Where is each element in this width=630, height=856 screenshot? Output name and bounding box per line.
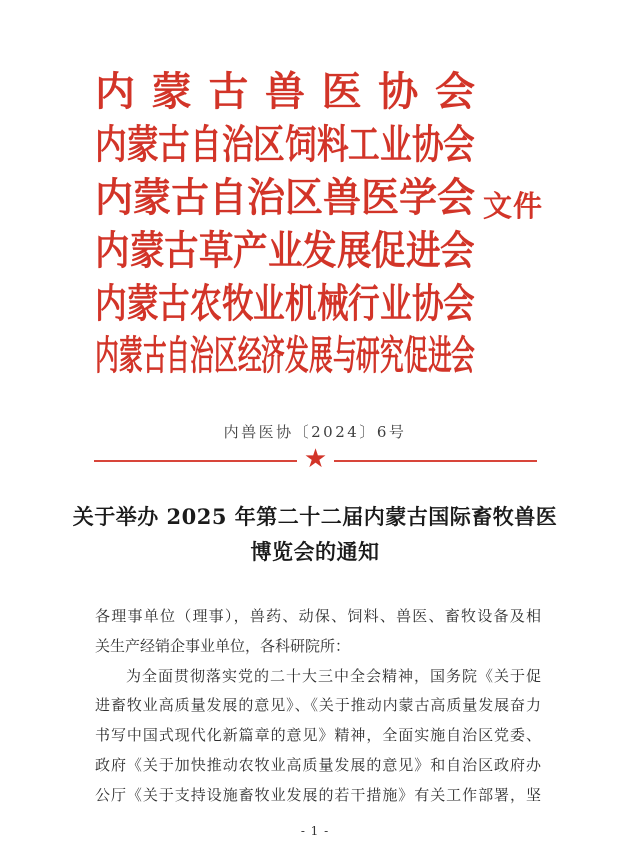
org-line-char: 产 xyxy=(233,226,268,274)
letterhead-org-line xyxy=(95,277,475,330)
org-line-char: 治 xyxy=(190,332,214,380)
org-line-char: 古 xyxy=(158,121,190,169)
org-line-char: 业 xyxy=(379,121,412,169)
org-line-char: 兽 xyxy=(264,68,305,116)
letterhead-divider xyxy=(94,444,537,474)
org-line-char: 会 xyxy=(437,173,475,221)
letterhead-org-line xyxy=(95,330,475,383)
letterhead xyxy=(95,66,475,383)
org-line-char: 械 xyxy=(316,279,349,327)
org-line-char: 治 xyxy=(221,121,254,169)
org-line-char: 发 xyxy=(285,332,309,380)
letterhead-org-line xyxy=(95,224,475,277)
org-line-char: 内 xyxy=(95,332,119,380)
org-line-char: 促 xyxy=(403,332,428,380)
org-line-char: 经 xyxy=(237,332,262,380)
document-title xyxy=(0,499,630,569)
body-line: 公厅《关于支持设施畜牧业发展的若干措施》有关工作部署，坚 xyxy=(95,785,541,804)
org-line-char: 古 xyxy=(142,332,167,380)
body-line: 书写中国式现代化新篇章的意见》精神，全面实施自治区党委、 xyxy=(95,726,541,745)
org-line-char: 农 xyxy=(189,279,222,327)
org-line-char: 进 xyxy=(427,332,452,380)
org-line-char: 内 xyxy=(95,68,135,116)
org-line-char: 会 xyxy=(440,226,476,274)
org-line-char: 区 xyxy=(253,121,285,169)
org-line-char: 发 xyxy=(302,226,337,274)
divider-line-left xyxy=(94,460,297,462)
org-line-char: 会 xyxy=(443,279,475,327)
letterhead-org-line xyxy=(95,66,475,119)
letterhead-org-line xyxy=(95,119,475,172)
org-line-char: 会 xyxy=(451,332,476,380)
body-text xyxy=(95,602,541,811)
org-line-char: 蒙 xyxy=(129,226,165,274)
org-line-char: 自 xyxy=(209,173,247,221)
body-line: 进畜牧业高质量发展的意见》、《关于推动内蒙古高质量发展奋力 xyxy=(95,696,541,715)
org-line-char: 古 xyxy=(171,173,209,221)
org-line-char: 内 xyxy=(95,279,127,327)
body-line: 为全面贯彻落实党的二十大三中全会精神，国务院《关于促 xyxy=(126,666,541,685)
document-number: 内兽医协〔2024〕6号 xyxy=(223,423,407,441)
org-line-char: 医 xyxy=(361,173,399,221)
org-line-char: 促 xyxy=(371,226,406,274)
org-line-char: 协 xyxy=(378,68,419,116)
org-line-char: 内 xyxy=(95,173,133,221)
org-line-char: 究 xyxy=(380,332,404,380)
org-line-char: 工 xyxy=(348,121,380,169)
org-line-char: 进 xyxy=(405,226,441,274)
org-line-char: 区 xyxy=(285,173,323,221)
org-line-char: 济 xyxy=(261,332,286,380)
org-line-char: 蒙 xyxy=(151,68,192,116)
star-icon: ★ xyxy=(303,444,328,474)
org-line-char: 展 xyxy=(308,332,333,380)
org-line-char: 与 xyxy=(332,332,357,380)
org-line-char: 内 xyxy=(95,226,130,274)
org-line-char: 蒙 xyxy=(126,121,159,169)
document-title-line-1: 关于举办 2025 年第二十二届内蒙古国际畜牧兽医 xyxy=(72,504,558,529)
org-line-char: 蒙 xyxy=(118,332,143,380)
org-line-char: 古 xyxy=(158,279,190,327)
org-line-char: 草 xyxy=(198,226,234,274)
org-line-char: 会 xyxy=(443,121,475,169)
org-line-char: 古 xyxy=(208,68,249,116)
document-title-line-2: 博览会的通知 xyxy=(250,539,380,564)
org-line-char: 古 xyxy=(164,226,199,274)
org-line-char: 业 xyxy=(267,226,303,274)
org-line-char: 蒙 xyxy=(126,279,159,327)
org-line-char: 饲 xyxy=(284,121,317,169)
body-line: 各理事单位（理事），兽药、动保、饲料、兽医、畜牧设备及相 xyxy=(95,607,541,625)
letterhead-suffix-label: 文件 xyxy=(483,189,544,223)
org-line-char: 医 xyxy=(321,68,362,116)
org-line-char: 自 xyxy=(166,332,191,380)
body-line: 关生产经销企事业单位，各科研院所： xyxy=(95,636,351,655)
org-line-char: 协 xyxy=(411,121,444,169)
org-line-char: 业 xyxy=(379,279,412,327)
page-number: - 1 - xyxy=(300,824,330,838)
divider-line-right xyxy=(334,460,537,462)
org-line-char: 牧 xyxy=(221,279,254,327)
org-line-char: 研 xyxy=(356,332,381,380)
org-line-char: 治 xyxy=(247,173,285,221)
org-line-char: 会 xyxy=(434,68,475,116)
org-line-char: 自 xyxy=(189,121,222,169)
org-line-char: 业 xyxy=(253,279,285,327)
org-line-char: 协 xyxy=(411,279,444,327)
org-line-char: 料 xyxy=(316,121,349,169)
letterhead-org-line xyxy=(95,172,475,225)
org-line-char: 行 xyxy=(348,279,380,327)
org-line-char: 蒙 xyxy=(133,173,171,221)
org-line-char: 机 xyxy=(284,279,317,327)
org-line-char: 学 xyxy=(399,173,437,221)
org-line-char: 展 xyxy=(336,226,372,274)
body-line: 政府《关于加快推动农牧业高质量发展的意见》和自治区政府办 xyxy=(95,755,541,774)
org-line-char: 区 xyxy=(213,332,238,380)
org-line-char: 内 xyxy=(95,121,127,169)
org-line-char: 兽 xyxy=(323,173,361,221)
